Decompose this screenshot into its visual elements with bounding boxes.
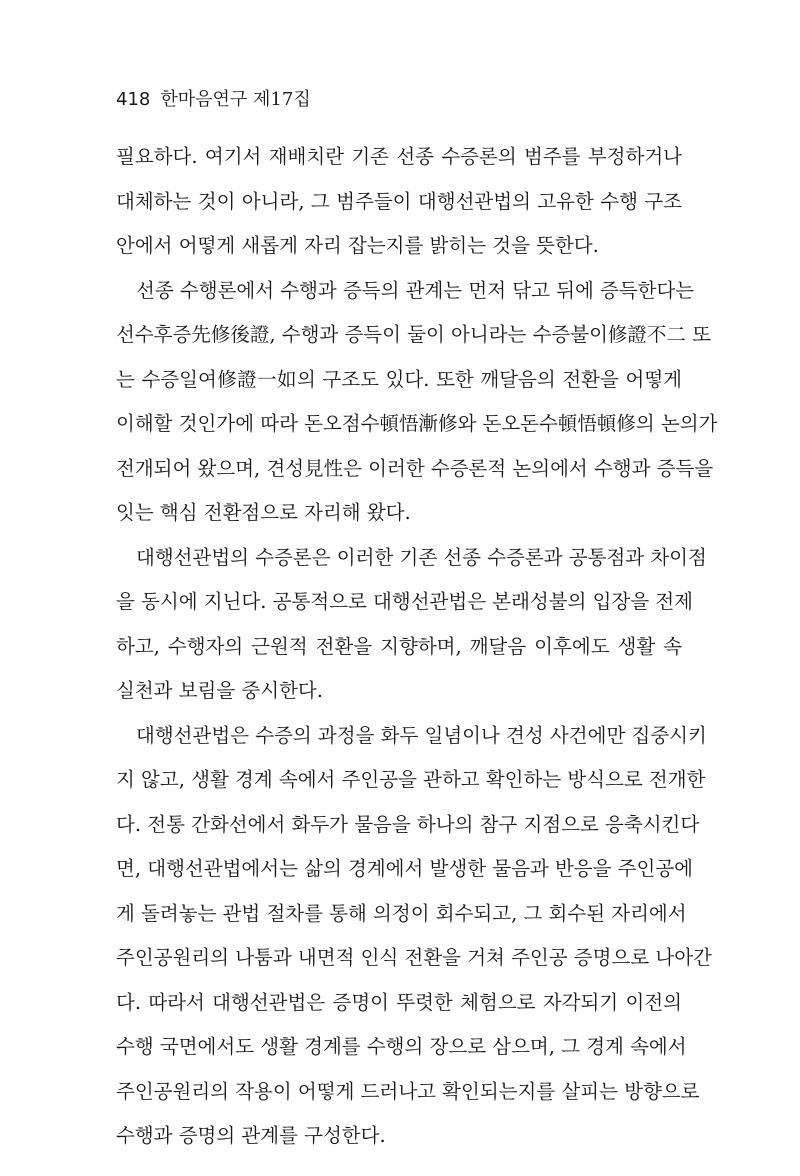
text-line: 주인공원리의 작용이 어떻게 드러나고 확인되는지를 살피는 방향으로 [116, 1079, 700, 1103]
text-line: 수행 국면에서도 생활 경계를 수행의 장으로 삼으며, 그 경계 속에서 [116, 1035, 687, 1058]
text-line: 주인공원리의 나툼과 내면적 인식 전환을 거쳐 주인공 증명으로 나아간 [116, 946, 712, 969]
text-line: 안에서 어떻게 새롭게 자리 잡는지를 밝히는 것을 뜻한다. [116, 234, 599, 257]
text-line: 전개되어 왔으며, 견성見性은 이러한 수증론적 논의에서 수행과 증득을 [116, 456, 714, 480]
page-number: 418 [116, 89, 151, 110]
text-line: 다. 따라서 대행선관법은 증명이 뚜렷한 체험으로 자각되기 이전의 [116, 990, 682, 1014]
text-line: 잇는 핵심 전환점으로 자리해 왔다. [116, 501, 411, 524]
text-line: 수행과 증명의 관계를 구성한다. [116, 1124, 386, 1147]
paragraph-2 [116, 269, 718, 536]
text-line: 하고, 수행자의 근원적 전환을 지향하며, 깨달음 이후에도 생활 속 [116, 634, 682, 658]
paragraph-4 [116, 714, 712, 1159]
text-line: 게 돌려놓는 관법 절차를 통해 의정이 회수되고, 그 회수된 자리에서 [116, 901, 687, 925]
text-line: 대체하는 것이 아니라, 그 범주들이 대행선관법의 고유한 수행 구조 [116, 189, 682, 213]
text-line: 을 동시에 지닌다. 공통적으로 대행선관법은 본래성불의 입장을 전제 [116, 590, 694, 613]
text-line: 다. 전통 간화선에서 화두가 물음을 하나의 참구 지점으로 응축시킨다 [116, 812, 700, 836]
text-line: 필요하다. 여기서 재배치란 기존 선종 수증론의 범주를 부정하거나 [116, 145, 682, 168]
text-line: 대행선관법의 수증론은 이러한 기존 선종 수증론과 공통점과 차이점 [136, 545, 707, 569]
text-line: 선종 수행론에서 수행과 증득의 관계는 먼저 닦고 뒤에 증득한다는 [136, 278, 695, 302]
text-line: 면, 대행선관법에서는 삶의 경계에서 발생한 물음과 반응을 주인공에 [116, 857, 694, 880]
paragraph-1 [116, 135, 682, 269]
text-line: 실천과 보림을 중시한다. [116, 679, 323, 702]
text-line: 대행선관법은 수증의 과정을 화두 일념이나 견성 사건에만 집중시키 [136, 723, 707, 747]
journal-title: 한마음연구 제17집 [160, 89, 311, 110]
running-header [116, 88, 311, 112]
text-line: 이해할 것인가에 따라 돈오점수頓悟漸修와 돈오돈수頓悟頓修의 논의가 [116, 412, 718, 435]
text-line: 선수후증先修後證, 수행과 증득이 둘이 아니라는 수증불이修證不二 또 [116, 323, 711, 346]
body-text [116, 135, 718, 1159]
text-line: 는 수증일여修證一如의 구조도 있다. 또한 깨달음의 전환을 어떻게 [116, 367, 682, 391]
paragraph-3 [116, 536, 707, 714]
text-line: 지 않고, 생활 경계 속에서 주인공을 관하고 확인하는 방식으로 전개한 [116, 768, 706, 791]
